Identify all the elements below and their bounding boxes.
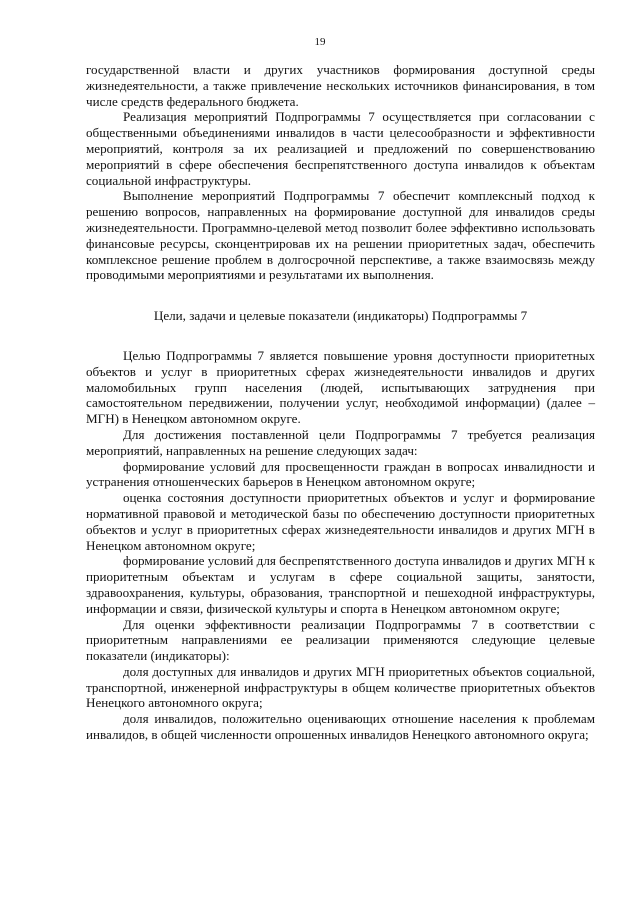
section-heading: Цели, задачи и целевые показатели (индикаторы) Подпрограммы 7 xyxy=(153,308,528,324)
paragraph-goal: Целью Подпрограммы 7 является повышение уровня доступности приоритетных объектов и услуг в приоритетных сферах жизнедеятельности инвалидов и других маломобильных групп населения (людей, испытывающих затруднения при самостоятельном передвижении, получении услуг, необходимой информации) (далее – МГН) в Ненецком автономном округе. xyxy=(86,347,595,427)
paragraph-tasks-intro: Для достижения поставленной цели Подпрограммы 7 требуется реализация мероприятий, направленных на решение следующих задач: xyxy=(86,426,595,458)
paragraph-approach: Выполнение мероприятий Подпрограммы 7 обеспечит комплексный подход к решению вопросов, направленных на формирование доступной для инвалидов среды жизнедеятельности. Программно-целевой метод позволит более эффективно использовать финансовые ресурсы, сконцентрировав их на решении приоритетных задач, обеспечить комплексное решение проблем в долгосрочной перспективе, а также взаимосвязь между проводимыми мероприятиями и результатами их выполнения. xyxy=(86,188,595,283)
task-item: формирование условий для просвещенности граждан в вопросах инвалидности и устранения отношенческих барьеров в Ненецком автономном округе; xyxy=(86,458,595,490)
task-item: оценка состояния доступности приоритетных объектов и услуг и формирование нормативной правовой и методической базы по обеспечению доступности приоритетных объектов и услуг в приоритетных сферах жизнедеятельности инвалидов и других МГН в Ненецком автономном округе; xyxy=(86,490,595,553)
paragraph-continuation: государственной власти и других участников формирования доступной среды жизнедеятельности, а также привлечение нескольких источников финансирования, в том числе средств федерального бюджета. xyxy=(86,62,595,109)
task-item: формирование условий для беспрепятственного доступа инвалидов и других МГН к приоритетным объектам и услугам в сфере социальной защиты, занятости, здравоохранения, культуры, образования, транспортной и пешеходной инфраструктуры, информации и связи, физической культуры и спорта в Ненецком автономном округе; xyxy=(86,553,595,616)
page-number: 19 xyxy=(314,36,326,48)
indicator-item: доля инвалидов, положительно оценивающих отношение населения к проблемам инвалидов, в общей численности опрошенных инвалидов Ненецкого автономного округа; xyxy=(86,711,595,743)
paragraph-coordination: Реализация мероприятий Подпрограммы 7 осуществляется при согласовании с общественными объединениями инвалидов в части целесообразности и эффективности мероприятий, контроля за их реализацией и предложений по совершенствованию мероприятий в сфере обеспечения беспрепятственного доступа инвалидов к объектам социальной инфраструктуры. xyxy=(86,109,595,188)
paragraph-indicators-intro: Для оценки эффективности реализации Подпрограммы 7 в соответствии с приоритетным направлениями ее реализации применяются следующие целевые показатели (индикаторы): xyxy=(86,616,595,664)
indicator-item: доля доступных для инвалидов и других МГН приоритетных объектов социальной, транспортной, инженерной инфраструктуры в общем количестве приоритетных объектов Ненецкого автономного округа; xyxy=(86,663,595,711)
document-body xyxy=(86,62,595,743)
